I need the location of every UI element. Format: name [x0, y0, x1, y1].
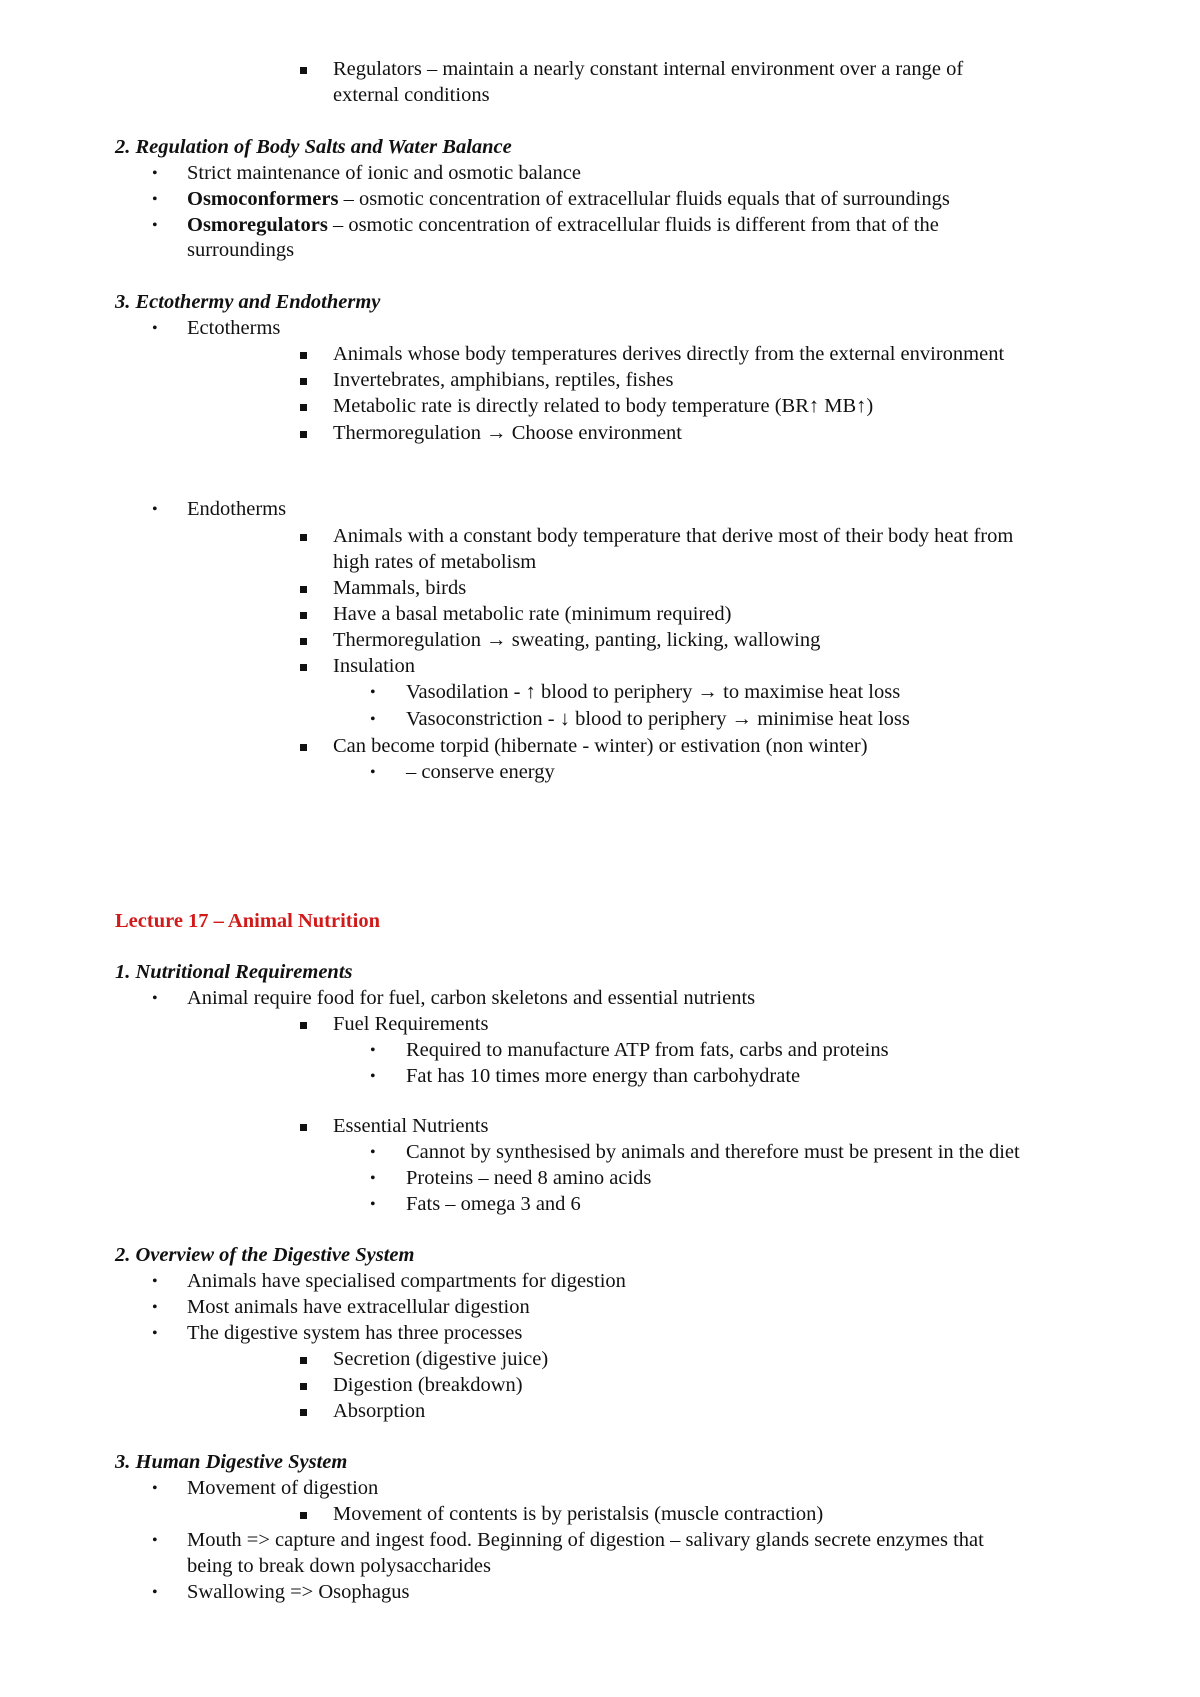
bullet-icon: •	[152, 1480, 158, 1497]
bullet-icon: •	[370, 1042, 376, 1059]
list-item: Secretion (digestive juice)	[333, 1348, 549, 1370]
list-item: Cannot by synthesised by animals and therefore must be present in the diet	[406, 1141, 1020, 1163]
bullet-icon: •	[370, 684, 376, 701]
section-heading: 2. Overview of the Digestive System	[115, 1244, 415, 1266]
bullet-icon: •	[370, 711, 376, 728]
list-item: Fats – omega 3 and 6	[406, 1193, 581, 1215]
bullet-icon: •	[370, 764, 376, 781]
list-item: Thermoregulation → Choose environment	[333, 422, 682, 444]
list-item: Absorption	[333, 1400, 426, 1422]
list-item: The digestive system has three processes	[187, 1322, 523, 1344]
section-heading: 3. Ectothermy and Endothermy	[115, 291, 381, 313]
bullet-icon: •	[370, 1196, 376, 1213]
square-bullet-icon	[300, 612, 307, 619]
bullet-icon: •	[152, 1532, 158, 1549]
list-item: Insulation	[333, 655, 415, 677]
list-item: Endotherms	[187, 498, 287, 520]
bullet-icon: •	[370, 1068, 376, 1085]
list-item: Animals whose body temperatures derives directly from the external environment	[333, 343, 1005, 365]
square-bullet-icon	[300, 431, 307, 438]
bullet-icon: •	[152, 990, 158, 1007]
bullet-icon: •	[152, 1325, 158, 1342]
bullet-icon: •	[152, 1299, 158, 1316]
square-bullet-icon	[300, 1383, 307, 1390]
list-item-continuation: high rates of metabolism	[333, 551, 537, 573]
list-item: Thermoregulation → sweating, panting, licking, wallowing	[333, 629, 821, 651]
square-bullet-icon	[300, 534, 307, 541]
list-item: Vasodilation - ↑ blood to periphery → to maximise heat loss	[406, 681, 901, 703]
definition: – osmotic concentration of extracellular fluids is different from that of the	[327, 214, 939, 236]
list-item: Most animals have extracellular digestion	[187, 1296, 530, 1318]
bullet-icon: •	[152, 501, 158, 518]
definition: – osmotic concentration of extracellular fluids equals that of surroundings	[338, 188, 950, 210]
list-item-continuation: external conditions	[333, 84, 490, 106]
section-heading: 2. Regulation of Body Salts and Water Balance	[115, 136, 512, 158]
square-bullet-icon	[300, 638, 307, 645]
square-bullet-icon	[300, 1124, 307, 1131]
list-item: Proteins – need 8 amino acids	[406, 1167, 652, 1189]
bullet-icon: •	[152, 320, 158, 337]
bullet-icon: •	[152, 1273, 158, 1290]
square-bullet-icon	[300, 664, 307, 671]
term: Osmoregulators	[187, 214, 328, 236]
list-item: Fat has 10 times more energy than carbohydrate	[406, 1065, 801, 1087]
list-item: Ectotherms	[187, 317, 281, 339]
square-bullet-icon	[300, 378, 307, 385]
list-item: Regulators – maintain a nearly constant internal environment over a range of	[333, 58, 964, 80]
square-bullet-icon	[300, 67, 307, 74]
square-bullet-icon	[300, 586, 307, 593]
list-item: Essential Nutrients	[333, 1115, 489, 1137]
list-item	[187, 187, 950, 213]
bullet-icon: •	[152, 1584, 158, 1601]
list-item: Invertebrates, amphibians, reptiles, fishes	[333, 369, 674, 391]
bullet-icon: •	[370, 1170, 376, 1187]
list-item	[187, 213, 939, 239]
square-bullet-icon	[300, 1357, 307, 1364]
list-item: Movement of contents is by peristalsis (muscle contraction)	[333, 1503, 824, 1525]
bullet-icon: •	[370, 1144, 376, 1161]
list-item: Animals have specialised compartments for digestion	[187, 1270, 626, 1292]
list-item-continuation: surroundings	[187, 239, 295, 261]
list-item: Mouth => capture and ingest food. Beginning of digestion – salivary glands secrete enzymes that	[187, 1529, 984, 1551]
list-item: Can become torpid (hibernate - winter) or estivation (non winter)	[333, 735, 868, 757]
list-item: Digestion (breakdown)	[333, 1374, 523, 1396]
list-item: Fuel Requirements	[333, 1013, 489, 1035]
lecture-heading: Lecture 17 – Animal Nutrition	[115, 910, 380, 932]
bullet-icon: •	[152, 165, 158, 182]
square-bullet-icon	[300, 1512, 307, 1519]
square-bullet-icon	[300, 744, 307, 751]
bullet-icon: •	[152, 191, 158, 208]
section-heading: 1. Nutritional Requirements	[115, 961, 353, 983]
square-bullet-icon	[300, 1409, 307, 1416]
square-bullet-icon	[300, 352, 307, 359]
list-item: Movement of digestion	[187, 1477, 379, 1499]
square-bullet-icon	[300, 404, 307, 411]
list-item: Mammals, birds	[333, 577, 467, 599]
list-item: – conserve energy	[406, 761, 555, 783]
list-item: Strict maintenance of ionic and osmotic balance	[187, 162, 581, 184]
term: Osmoconformers	[187, 188, 339, 210]
list-item: Have a basal metabolic rate (minimum required)	[333, 603, 732, 625]
list-item: Required to manufacture ATP from fats, carbs and proteins	[406, 1039, 889, 1061]
section-heading: 3. Human Digestive System	[115, 1451, 348, 1473]
list-item: Swallowing => Osophagus	[187, 1581, 410, 1603]
list-item: Metabolic rate is directly related to body temperature (BR↑ MB↑)	[333, 395, 874, 417]
list-item-continuation: being to break down polysaccharides	[187, 1555, 491, 1577]
list-item: Animal require food for fuel, carbon skeletons and essential nutrients	[187, 987, 756, 1009]
list-item: Animals with a constant body temperature that derive most of their body heat from	[333, 525, 1014, 547]
bullet-icon: •	[152, 217, 158, 234]
square-bullet-icon	[300, 1022, 307, 1029]
list-item: Vasoconstriction - ↓ blood to periphery → minimise heat loss	[406, 708, 910, 730]
